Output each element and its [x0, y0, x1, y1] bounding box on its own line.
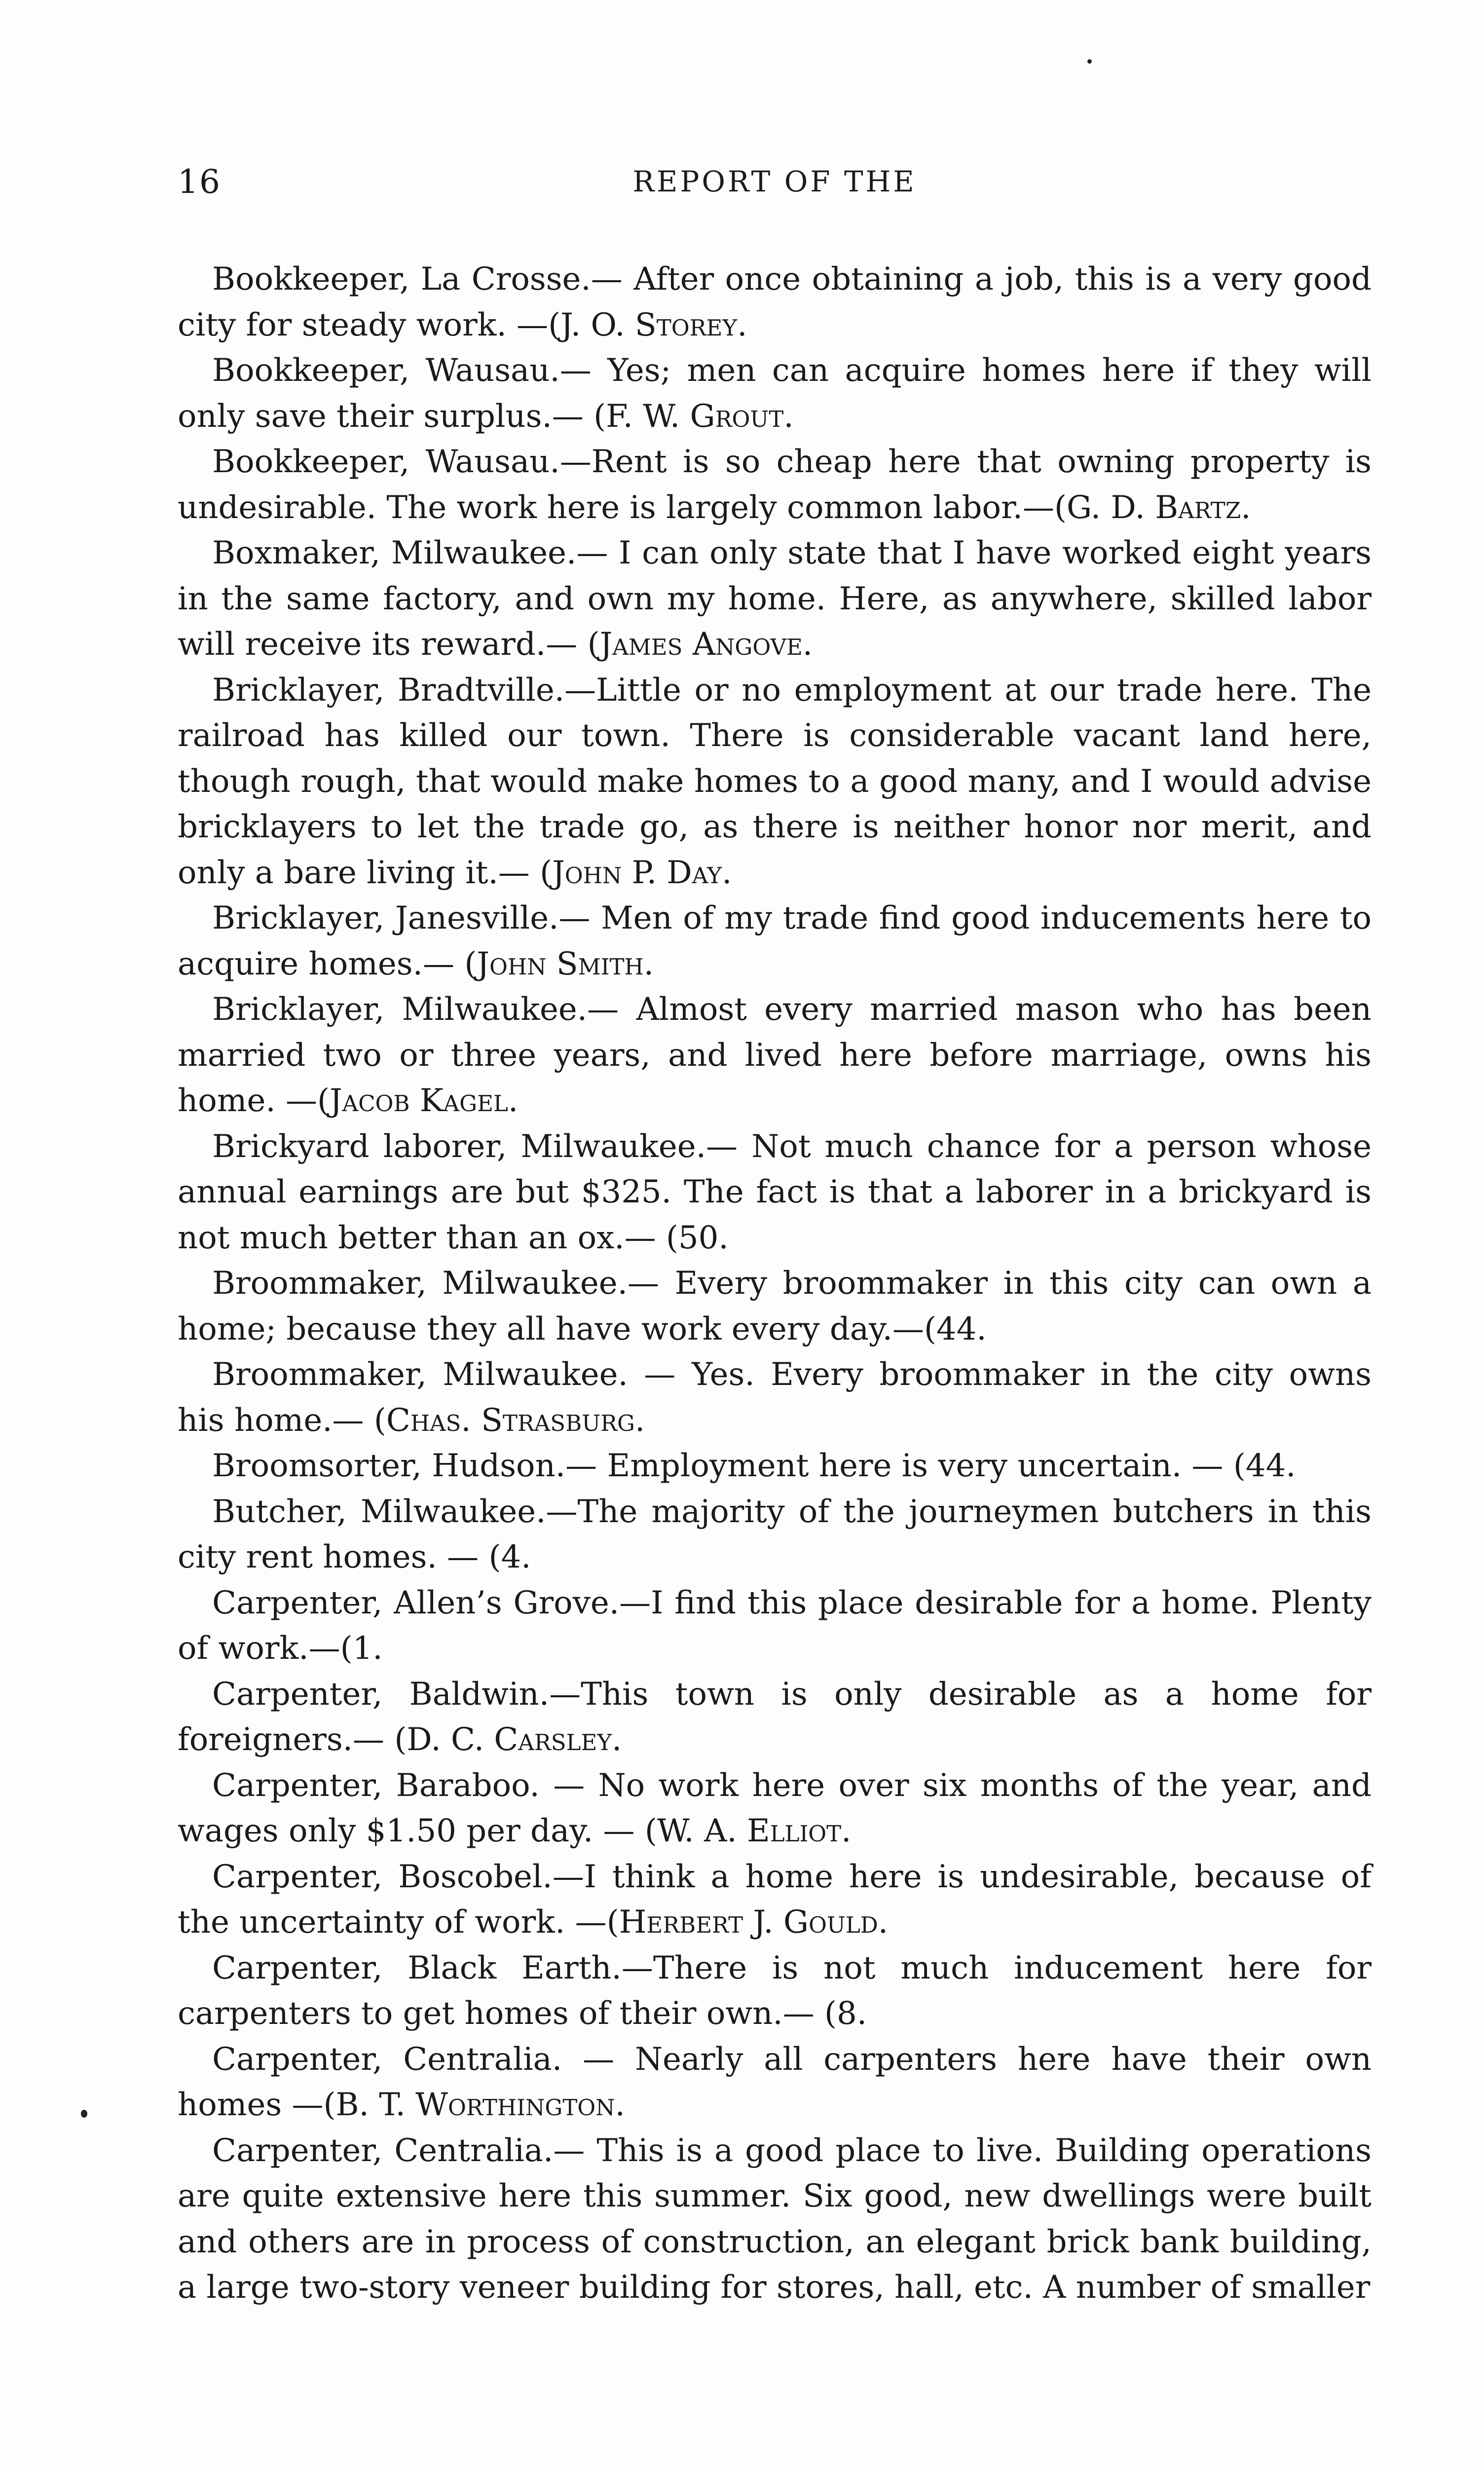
page-header [178, 163, 1372, 212]
entry-statement: — Employment here is very uncertain. — (44. [565, 1448, 1296, 1484]
entry-occupation-place: Broomsorter, Hudson. [212, 1448, 566, 1484]
page-number: 16 [178, 163, 221, 201]
print-speck [1087, 59, 1092, 64]
entry-statement: — Men of my trade find good inducements here to acquire homes.— ( [178, 900, 1372, 982]
entry-statement: — This is a good place to live. Building operations are quite extensive here this summer. Six good, new dwellings were built and others are in process of construction, an elegant brick bank building, a large two-story veneer building for stores, hall, etc. A number of smaller [178, 2132, 1372, 2306]
entry-statement: — No work here over six months of the year, and wages only $1.50 per day. — ( [178, 1767, 1372, 1849]
entry-statement: —Little or no employment at our trade here. The railroad has killed our town. There is considerable vacant land here, though rough, that would make homes to a good many, and I would advise bricklayers to let the trade go, as there is neither honor nor merit, and only a bare living it.— ( [178, 672, 1372, 891]
entry-signature: Chas. Strasburg. [386, 1402, 645, 1439]
testimony-entry [178, 1580, 1372, 1672]
entry-statement: —The majority of the journeymen butchers in this city rent homes. — (4. [178, 1493, 1372, 1575]
entry-occupation-place: Carpenter, Baldwin. [212, 1676, 550, 1713]
testimony-entry [178, 1945, 1372, 2037]
entry-occupation-place: Carpenter, Baraboo. [212, 1767, 540, 1804]
entry-occupation-place: Carpenter, Allen’s Grove. [212, 1584, 620, 1621]
entry-occupation-place: Butcher, Milwaukee. [212, 1493, 546, 1530]
entry-occupation-place: Brickyard laborer, Milwaukee. [212, 1128, 706, 1165]
entry-signature: James Angove. [599, 626, 813, 663]
entry-statement: — Almost every married mason who has been married two or three years, and lived here before marriage, owns his home. —( [178, 991, 1372, 1119]
entry-occupation-place: Carpenter, Centralia. [212, 2132, 554, 2169]
entry-occupation-place: Bookkeeper, La Crosse. [212, 261, 591, 298]
entry-occupation-place: Bookkeeper, Wausau. [212, 352, 560, 389]
testimony-entry [178, 257, 1372, 348]
testimony-entry [178, 1352, 1372, 1443]
entry-signature: Jacob Kagel. [329, 1083, 519, 1119]
entry-statement: — Every broommaker in this city can own a home; because they all have work every day.—(44. [178, 1265, 1372, 1347]
testimony-entry [178, 348, 1372, 439]
entry-occupation-place: Bricklayer, Janesville. [212, 900, 559, 936]
running-head: REPORT OF THE [632, 165, 917, 198]
testimony-entry [178, 1489, 1372, 1580]
entry-occupation-place: Bricklayer, Milwaukee. [212, 991, 588, 1028]
entry-signature: John P. Day. [552, 854, 732, 891]
testimony-entry [178, 987, 1372, 1124]
testimony-entry [178, 1763, 1372, 1854]
testimony-entry [178, 1124, 1372, 1261]
entry-statement: —This town is only desirable as a home for foreigners.— ( [178, 1676, 1372, 1758]
entry-statement: — Yes. Every broommaker in the city owns his home.— ( [178, 1356, 1372, 1439]
entry-signature: John Smith. [477, 945, 654, 982]
entry-occupation-place: Broommaker, Milwaukee. [212, 1265, 628, 1302]
entry-statement: —I think a home here is undesirable, because of the uncertainty of work. —( [178, 1858, 1372, 1941]
entry-statement: — Yes; men can acquire homes here if they will only save their surplus.— ( [178, 352, 1372, 435]
entry-signature: W. A. Elliot. [657, 1813, 852, 1849]
entry-signature: G. D. Bartz. [1066, 489, 1251, 526]
testimony-entry [178, 1443, 1372, 1489]
entry-occupation-place: Carpenter, Black Earth. [212, 1949, 622, 1986]
entry-occupation-place: Broommaker, Milwaukee. [212, 1356, 628, 1393]
testimony-entry [178, 1261, 1372, 1352]
entry-signature: J. O. Storey. [560, 306, 747, 343]
testimony-entry [178, 2037, 1372, 2128]
print-speck [81, 2110, 87, 2118]
testimony-entry [178, 439, 1372, 530]
entry-statement: — Not much chance for a person whose annual earnings are but $325. The fact is that a laborer in a brickyard is not much better than an ox.— (50. [178, 1128, 1372, 1256]
entry-occupation-place: Boxmaker, Milwaukee. [212, 535, 577, 571]
entry-signature: D. C. Carsley. [407, 1721, 622, 1758]
entry-occupation-place: Carpenter, Centralia. [212, 2041, 562, 2078]
testimony-entry [178, 668, 1372, 896]
entry-statement: —Rent is so cheap here that owning property is undesirable. The work here is largely common labor.—( [178, 444, 1372, 526]
entry-statement: —There is not much inducement here for carpenters to get homes of their own.— (8. [178, 1949, 1372, 2032]
entry-signature: Herbert J. Gould. [619, 1904, 889, 1941]
testimony-entry [178, 530, 1372, 668]
entry-occupation-place: Bookkeeper, Wausau. [212, 444, 560, 480]
testimony-entry [178, 1672, 1372, 1763]
testimony-entry [178, 896, 1372, 987]
entry-occupation-place: Carpenter, Boscobel. [212, 1858, 553, 1895]
testimony-entry [178, 2128, 1372, 2311]
entry-statement: — Nearly all carpenters here have their own homes —( [178, 2041, 1372, 2123]
entry-occupation-place: Bricklayer, Bradtville. [212, 672, 565, 709]
entry-signature: F. W. Grout. [606, 398, 794, 435]
testimony-list [178, 257, 1372, 2311]
testimony-entry [178, 1854, 1372, 1945]
entry-signature: B. T. Worthington. [335, 2087, 625, 2123]
entry-statement: — I can only state that I have worked eight years in the same factory, and own my home. Here, as anywhere, skilled labor will receive its reward.— ( [178, 535, 1372, 663]
entry-statement: — After once obtaining a job, this is a very good city for steady work. —( [178, 261, 1372, 343]
entry-statement: —I find this place desirable for a home. Plenty of work.—(1. [178, 1584, 1372, 1667]
